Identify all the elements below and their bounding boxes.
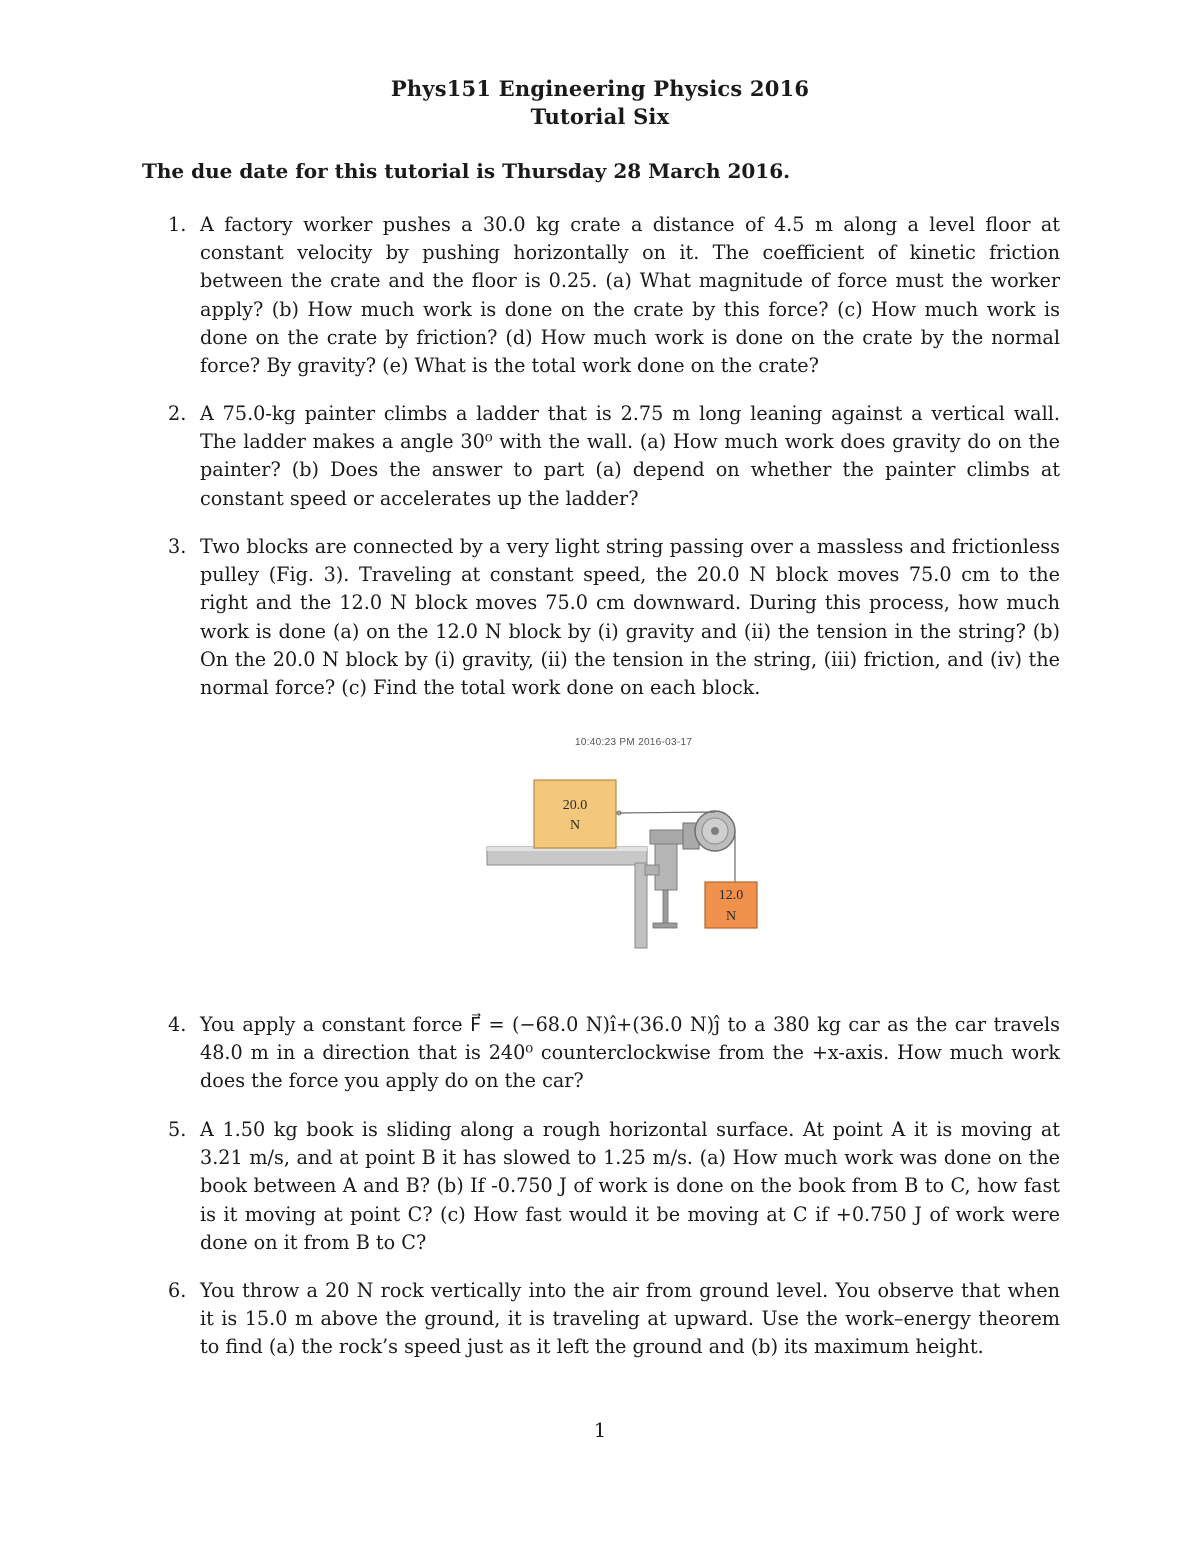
block-large-value: 20.0 <box>562 798 588 813</box>
problem-text: Two blocks are connected by a very light string passing over a massless and frictionless pulley (Fig. 3). Traveling at constant speed, the 20.0 N block moves 75.0 cm to the right and the 12.0 N block moves 75.0 cm downward. During this process, how much work is done (a) on the 12.0 N block by (i) gravity and (ii) the tension in the string? (b) On the 20.0 N block by (i) gravity, (ii) the tension in the string, (iii) friction, and (iv) the normal force? (c) Find the total work done on each block. <box>200 535 1060 700</box>
block-small-value: 12.0 <box>718 888 744 903</box>
block-small-unit: N <box>725 909 737 924</box>
document-title: Phys151 Engineering Physics 2016 <box>390 76 810 101</box>
pulley-figure <box>485 735 760 950</box>
problem-text: A 1.50 kg book is sliding along a rough horizontal surface. At point A it is moving at 3.21 m/s, and at point B it has slowed to 1.25 m/s. (a) How much work was done on the book between A and B? (b) If -0.750 J of work is done on the book from B to C, how fast is it moving at point C? (c) How fast would it be moving at C if +0.750 J of work were done on it from B to C? <box>200 1118 1060 1254</box>
problem-item <box>160 1116 1060 1257</box>
page-number: 1 <box>593 1418 607 1442</box>
table-leg <box>635 863 647 948</box>
clamp-screw <box>663 890 668 925</box>
block-large-unit: N <box>569 818 581 833</box>
problem-text: A factory worker pushes a 30.0 kg crate a distance of 4.5 m along a level floor at constant velocity by pushing horizontally on it. The coefficient of kinetic friction between the crate and the floor is 0.25. (a) What magnitude of force must the worker apply? (b) How much work is done on the crate by this force? (c) How much work is done on the crate by friction? (d) How much work is done on the crate by the normal force? By gravity? (e) What is the total work done on the crate? <box>200 213 1060 378</box>
problem-number: 5. <box>168 1118 187 1141</box>
problem-number: 6. <box>168 1279 187 1302</box>
block-large <box>534 780 616 848</box>
problem-item <box>160 533 1060 702</box>
clamp-handle <box>653 923 677 928</box>
pulley-axle <box>711 827 719 835</box>
problem-number: 3. <box>168 535 187 558</box>
problem-number: 4. <box>168 1013 187 1036</box>
problem-text: You apply a constant force F⃗ = (−68.0 N)î+(36.0 N)ĵ to a 380 kg car as the car travels 48.0 m in a direction that is 240⁰ counterclockwise from the +x-axis. How much work does the force you apply do on the car? <box>200 1013 1060 1093</box>
problem-number: 1. <box>168 213 187 236</box>
figure-timestamp: 10:40:23 PM 2016-03-17 <box>575 737 693 748</box>
problem-item <box>160 1011 1060 1096</box>
problem-item <box>160 1277 1060 1362</box>
clamp-jaw <box>645 865 659 875</box>
string-horizontal <box>617 812 715 813</box>
due-date-notice: The due date for this tutorial is Thursday 28 March 2016. <box>142 159 791 183</box>
problem-item <box>160 211 1060 380</box>
problem-text: A 75.0-kg painter climbs a ladder that is 2.75 m long leaning against a vertical wall. The ladder makes a angle 30⁰ with the wall. (a) How much work does gravity do on the painter? (b) Does the answer to part (a) depend on whether the painter climbs at constant speed or accelerates up the ladder? <box>200 402 1060 510</box>
problem-item <box>160 400 1060 513</box>
document-subtitle: Tutorial Six <box>530 104 670 129</box>
problem-number: 2. <box>168 402 187 425</box>
problem-text: You throw a 20 N rock vertically into the air from ground level. You observe that when it is 15.0 m above the ground, it is traveling at upward. Use the work–energy theorem to find (a) the rock’s speed just as it left the ground and (b) its maximum height. <box>200 1279 1060 1359</box>
